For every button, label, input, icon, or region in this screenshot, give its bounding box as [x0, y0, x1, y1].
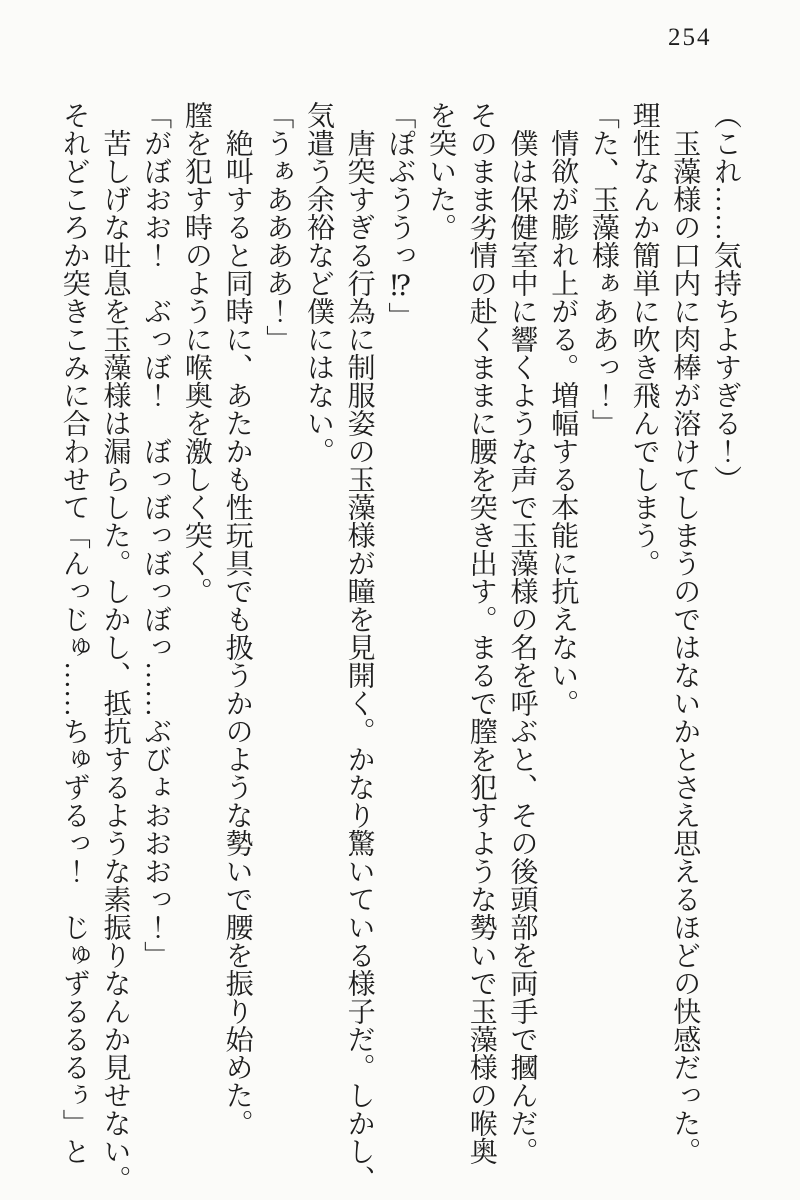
text-line: それどころか突きこみに合わせて「んっじゅ……ちゅずるっ！ じゅずるるるぅ」と: [58, 101, 90, 1165]
text-line: 絶叫すると同時に、あたかも性玩具でも扱うかのような勢いで腰を振り始めた。: [221, 101, 253, 1137]
text-line: 「がぼおお！ ぶっぼ！ ぼっぼっぼっぼっ……ぶびょおおおっ！」: [140, 101, 172, 969]
text-line: 膣を犯す時のように喉奥を激しく突く。: [180, 101, 212, 605]
text-line: 「ぽぶううっ⁉」: [384, 101, 416, 330]
text-line: 苦しげな吐息を玉藻様は漏らした。しかし、抵抗するような素振りなんか見せない。: [99, 101, 131, 1193]
text-line: そのまま劣情の赴くままに腰を突き出す。まるで膣を犯すような勢いで玉藻様の喉奥: [465, 101, 497, 1165]
text-line: 気遣う余裕など僕にはない。: [302, 101, 334, 465]
text-line: 玉藻様の口内に肉棒が溶けてしまうのではないかとさえ思えるほどの快感だった。: [669, 101, 701, 1165]
text-line: 「た、玉藻様ぁああっ！」: [587, 101, 619, 437]
text-line: 理性なんか簡単に吹き飛んでしまう。: [628, 101, 660, 577]
text-line: 僕は保健室中に響くような声で玉藻様の名を呼ぶと、その後頭部を両手で摑んだ。: [506, 101, 538, 1165]
text-line: 「うぁああああ！」: [262, 101, 294, 353]
text-line: を突いた。: [425, 101, 457, 241]
text-line: 情欲が膨れ上がる。増幅する本能に抗えない。: [547, 101, 579, 717]
text-line: （これ……気持ちよすぎる！）: [710, 101, 741, 493]
page-number: 254: [668, 24, 712, 51]
text-line: 唐突すぎる行為に制服姿の玉藻様が瞳を見開く。かなり驚いている様子だ。しかし、: [343, 101, 375, 1193]
text-block: [53, 101, 745, 1193]
